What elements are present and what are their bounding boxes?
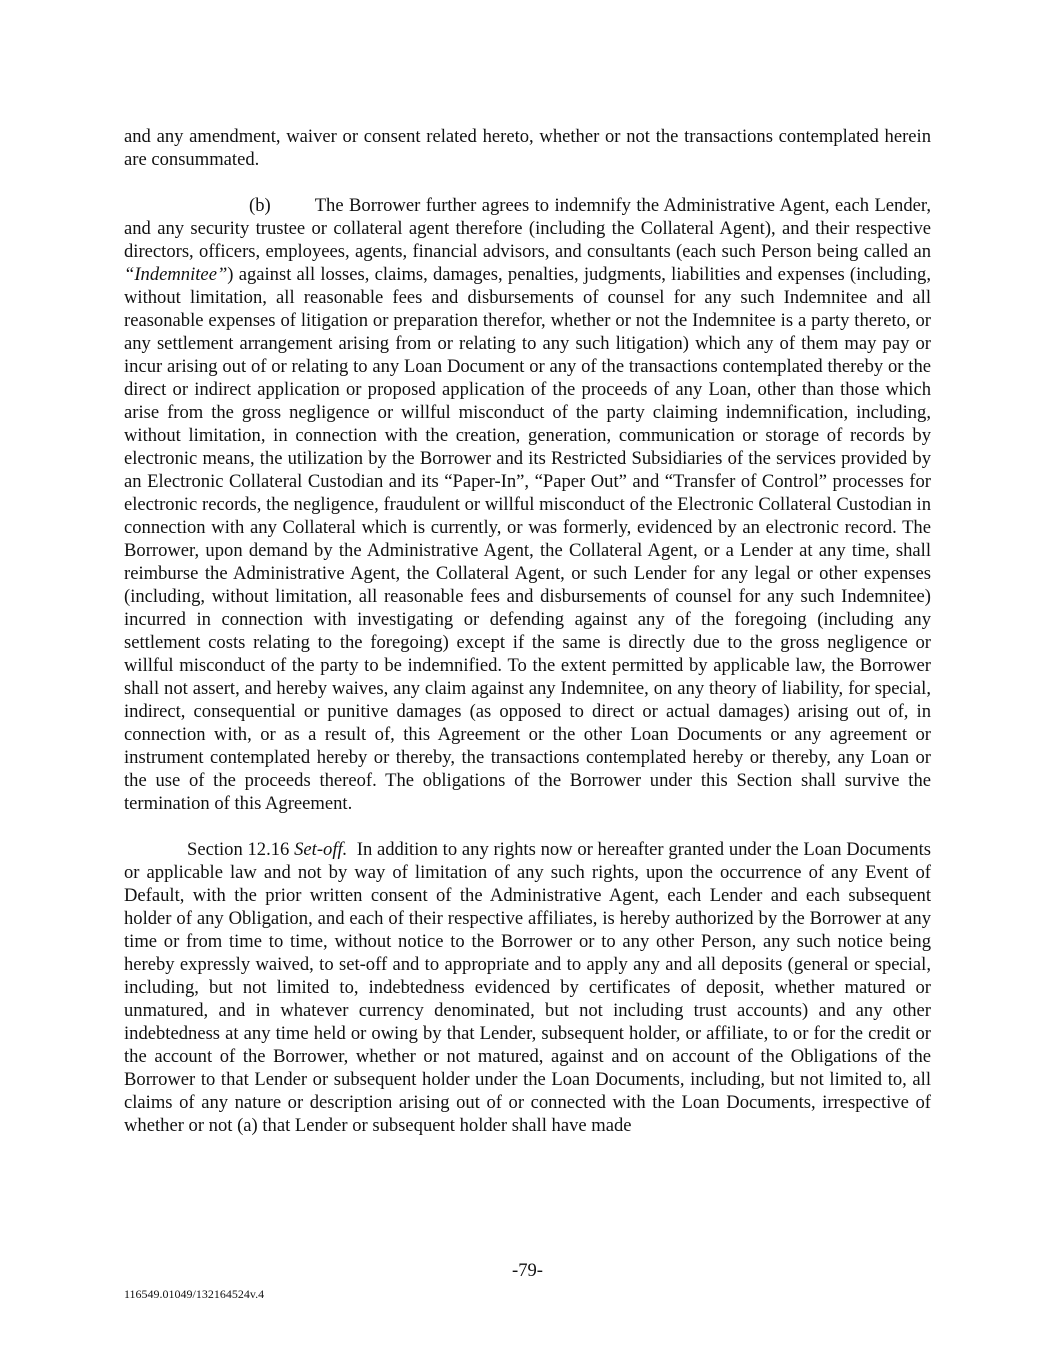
section-12-16-text: In addition to any rights now or hereafter granted under the Loan Documents or applicable law and not by way of limitation of any such rights, upon the occurrence of any Event of Default, with the prior written consent of the Administrative Agent, each Lender and each subsequent holder of any Obligation, and each of their respective affiliates, is hereby authorized by the Borrower at any time or from time to time, without notice to the Borrower or to any other Person, any such notice being hereby expressly waived, to set-off and to appropriate and to apply any and all deposits (general or special, including, but not limited to, indebtedness evidenced by certificates of deposit, whether matured or unmatured, and in whatever currency denominated, but not including trust accounts) and any other indebtedness at any time held or owing by that Lender, subsequent holder, or affiliate, to or for the credit or the account of the Borrower, whether or not matured, against and on account of the Obligations of the Borrower to that Lender or subsequent holder under the Loan Documents, including, but not limited to, all claims of any nature or description arising out of or connected with the Loan Documents, irrespective of whether or not (a) that Lender or subsequent holder shall have made (124, 839, 931, 1136)
paragraph-b-label: (b) (249, 195, 271, 216)
paragraph-b-text-part-2: ) against all losses, claims, damages, penalties, judgments, liabilities and expenses (including, without limitation, all reasonable fees and disbursements of counsel for any such Indemnitee and all reasonable expenses of litigation or preparation therefor, whether or not the Indemnitee is a party thereto, or any settlement arrangement arising from or relating to any such litigation) which any of them may pay or incur arising out of or relating to any Loan Document or any of the transactions contemplated thereby or the direct or indirect application or proposed application of the proceeds of any Loan, other than those which arise from the gross negligence or willful misconduct of the party claiming indemnification, including, without limitation, in connection with the creation, generation, communication or storage of records by electronic means, the utilization by the Borrower and its Restricted Subsidiaries of the services provided by an Electronic Collateral Custodian and its “Paper-In”, “Paper Out” and “Transfer of Control” processes for electronic records, the negligence, fraudulent or willful misconduct of the Electronic Collateral Custodian in connection with any Collateral which is currently, or was formerly, evidenced by an electronic record. The Borrower, upon demand by the Administrative Agent, the Collateral Agent, or a Lender at any time, shall reimburse the Administrative Agent, the Collateral Agent, or such Lender for any legal or other expenses (including, without limitation, all reasonable fees and disbursements of counsel for any such Indemnitee) incurred in connection with investigating or defending against any of the foregoing (including any settlement costs relating to the foregoing) except if the same is directly due to the gross negligence or willful misconduct of the party to be indemnified. To the extent permitted by applicable law, the Borrower shall not assert, and hereby waives, any claim against any Indemnitee, on any theory of liability, for special, indirect, consequential or punitive damages (as opposed to direct or actual damages) arising out of, in connection with, or as a result of, this Agreement or the other Loan Documents or any agreement or instrument contemplated hereby or thereby, the transactions contemplated hereby or thereby, any Loan or the use of the proceeds thereof. The obligations of the Borrower under this Section shall survive the termination of this Agreement. (124, 264, 931, 814)
indemnitee-defined-term: “Indemnitee” (124, 264, 228, 285)
section-heading: Set-off. (294, 839, 348, 860)
document-id: 116549.01049/132164524v.4 (124, 1287, 265, 1301)
continuation-paragraph-text: and any amendment, waiver or consent related hereto, whether or not the transactions contemplated herein are consummated. (124, 126, 931, 170)
page-number: -79- (512, 1260, 543, 1281)
paragraph-b (124, 194, 931, 815)
document-body (124, 125, 931, 1137)
section-12-16 (124, 838, 931, 1137)
continuation-paragraph (124, 125, 931, 171)
paragraph-b-text-part-1: The Borrower further agrees to indemnify the Administrative Agent, each Lender, and any security trustee or collateral agent therefore (including the Collateral Agent), and their respective directors, officers, employees, agents, financial advisors, and consultants (each such Person being called an (124, 195, 931, 262)
section-number: Section 12.16 (187, 839, 290, 860)
